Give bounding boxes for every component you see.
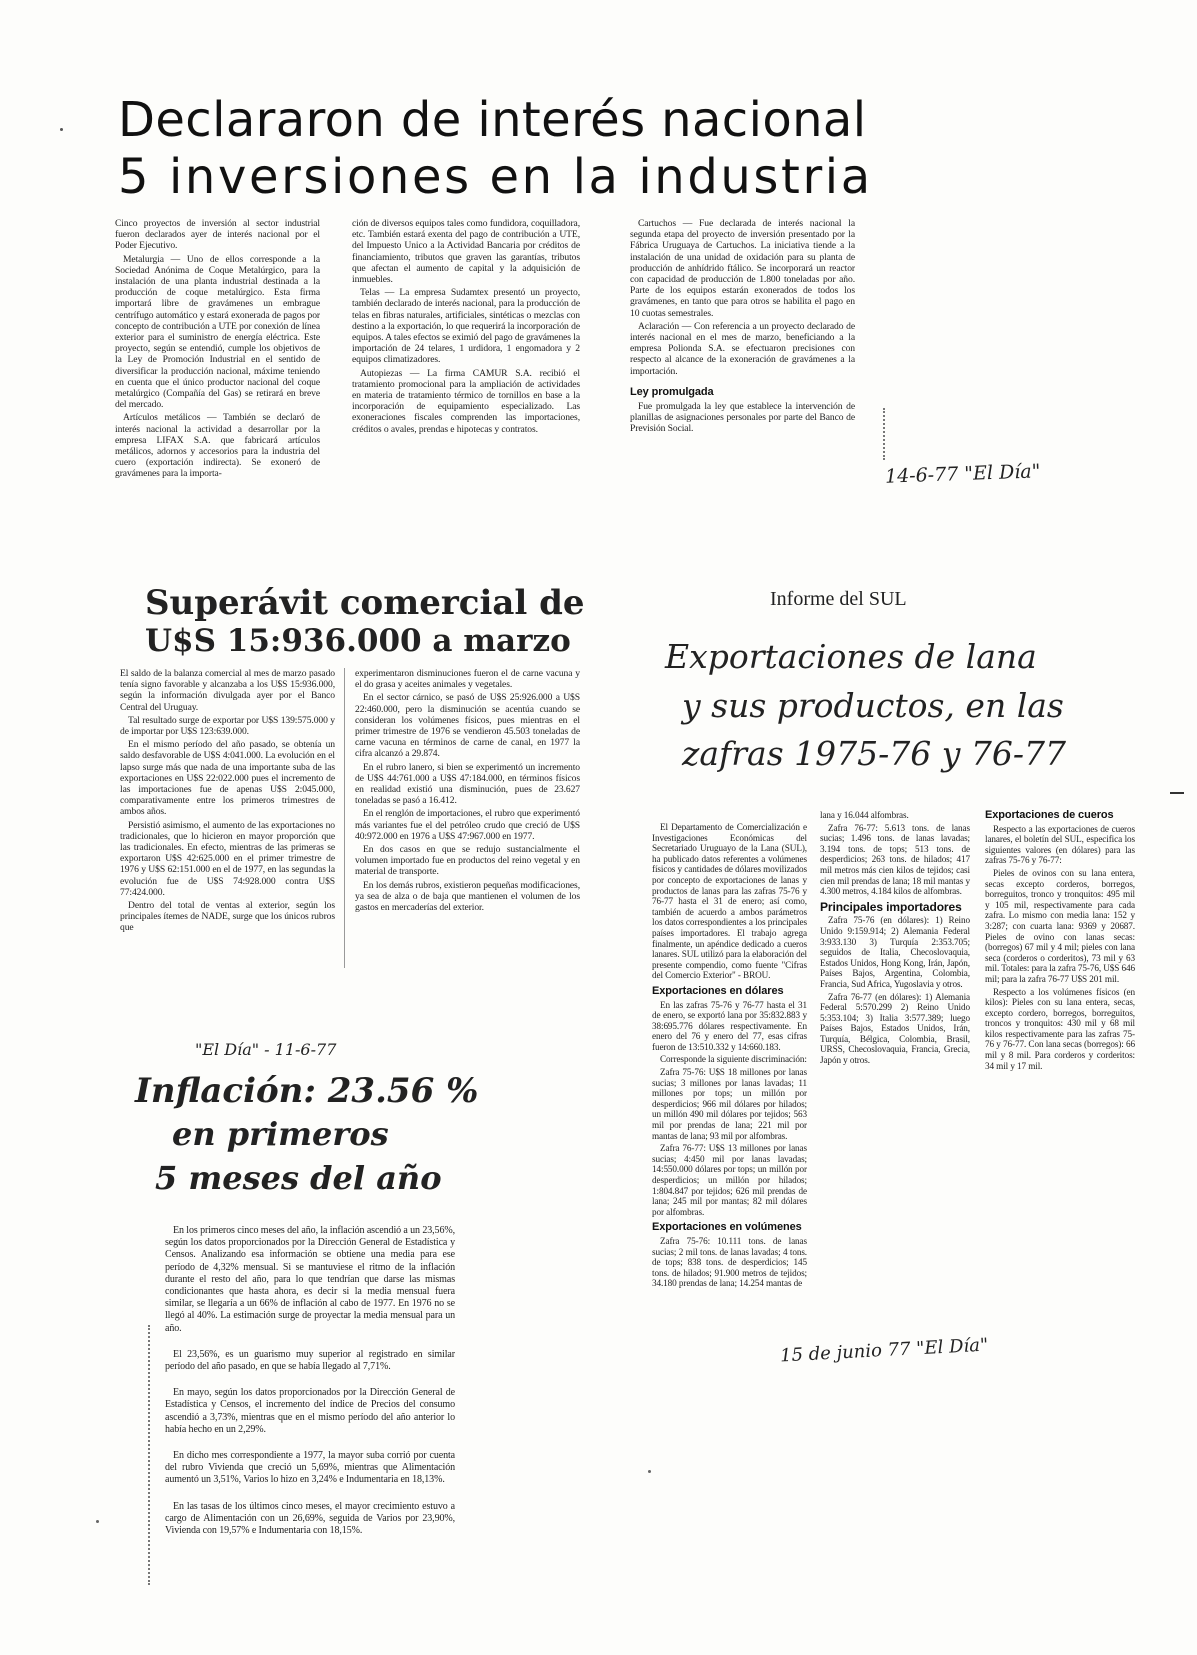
paragraph: Persistió asimismo, el aumento de las exportaciones no tradicionales, que lo hicieron en mayor proporción que las tradicionales. En efecto, mientras de las primeras se exportaron U$S 42:625.000 en el primer trimestre de 1976 y U$S 62:151.000 en el de 1977, en las segundas la evolución fue de U$S 74:928.000 contra U$S 77:424.000. xyxy=(120,819,335,898)
paragraph: Autopiezas — La firma CAMUR S.A. recibió el tratamiento promocional para la ampliación de actividades en materia de tratamiento térmico de tornillos en base a la incorporación de equipamiento especializado. Las exoneraciones fiscales comprenden las importaciones, créditos o avales, prendas e hipotecas y contratos. xyxy=(352,367,580,435)
paragraph: En los primeros cinco meses del año, la inflación ascendió a un 23,56%, según los datos proporcionados por la Dirección General de Estadística y Censos. Analizando esa información se obtiene una media para ese período de 4,32% mensual. Si se mantuviese el ritmo de la inflación durante el resto del año, para lo que tendrían que darse las mismas condicionantes que hasta ahora, es decir si la media mensual fuera similar, se llegaría a un 66% de inflación al cabo de 1977. En 1976 no se llegó al 40%. La estimación surge de proyectar la media mensual para un año. xyxy=(165,1225,455,1334)
article-4 xyxy=(620,560,1197,1460)
paragraph: Corresponde la siguiente discriminación: xyxy=(660,1054,807,1065)
paragraph: Dentro del total de ventas al exterior, según los principales ítemes de NADE, surge que los únicos rubros que xyxy=(120,900,335,934)
margin-marks xyxy=(148,1325,153,1585)
margin-marks xyxy=(883,408,888,460)
paragraph: Zafra 75-76: 10.111 tons. de lanas sucias; 2 mil tons. de lanas lavadas; 4 tons. de tops; 838 tons. de desperdicios; 145 tons. de hilados; 91.900 metros de tejidos; 34.180 prendas de lana; 14.254 mantas de xyxy=(652,1235,807,1289)
article-3-body xyxy=(165,1225,455,1539)
paragraph: En las zafras 75-76 y 76-77 hasta el 31 de enero, se exportó lana por 35:832.883 y 38:695.776 dólares respectivamente. En enero del 76 y enero del 77, esas cifras fueron de 13:510.332 y 14:660.183. xyxy=(652,999,807,1052)
article-1-column-2 xyxy=(352,218,580,437)
paragraph: Artículos metálicos — También se declaró de interés nacional la actividad a desarrollar por la empresa LIFAX S.A. que fabricará artículos metálicos, adornos y accesorios para la industria del cuero (exportación indirecta). Se exoneró de gravámenes para la importa- xyxy=(115,412,320,480)
paragraph: Fue promulgada la ley que establece la intervención de planillas de asignaciones personales por parte del Banco de Previsión Social. xyxy=(630,401,855,435)
headline-line-2: en primeros xyxy=(172,1115,389,1153)
paragraph: En dicho mes correspondiente a 1977, la mayor suba corrió por cuenta del rubro Vivienda que creció un 5,69%, mientras que Alimentación aumentó un 3,51%, Varios lo hizo en 3,24% e Indumentaria en 18,13%. xyxy=(165,1450,455,1486)
article-3 xyxy=(0,1030,620,1630)
paragraph: Respecto a las exportaciones de cueros lanares, el boletín del SUL, especifica los siguientes valores (en dólares) para las zafras 75-76 y 76-77: xyxy=(985,823,1135,866)
article-1 xyxy=(0,0,1197,500)
article-1-column-1 xyxy=(115,218,320,482)
paragraph: En el renglón de importaciones, el rubro que experimentó más variantes fue el del petróleo crudo que creció de U$S 40:972.000 en 1976 a U$S 47:967.000 en 1977. xyxy=(355,808,580,842)
paragraph: Zafra 76-77 (en dólares): 1) Alemania Federal 5:570.299 2) Reino Unido 5:353.104; 3) Italia 3:577.389; luego Países Bajos, Estados Unidos, Irán, Turquía, Bélgica, Colombia, Brasil, URSS, Checoslovaquia, Francia, Grecia, Japón y otros. xyxy=(820,991,970,1066)
paragraph: Aclaración — Con referencia a un proyecto declarado de interés nacional en el mes de marzo, beneficiando a la empresa Polionda S.A. se efectuaron precisiones con respecto al alcance de la exoneración de gravámenes a la importación. xyxy=(630,320,855,377)
column-rule xyxy=(344,668,345,968)
headline-line-3: zafras 1975-76 y 76-77 xyxy=(682,734,1067,773)
paragraph: Zafra 75-76: U$S 18 millones por lanas sucias; 3 millones por lanas lavadas; 11 millones por tops; un millón por desperdicios; 966 mil dólares por hilados; un millón 490 mil dólares por tejidos; 563 mil por prendas de lana; 221 mil por mantas de lana; 93 mil por alfombras. xyxy=(652,1067,807,1141)
paragraph: En mayo, según los datos proporcionados por la Dirección General de Estadística y Censos, el incremento del índice de Precios del consumo ascendió a 3,73%, mientras que en el mismo período del año anterior lo había hecho en un 2,29%. xyxy=(165,1387,455,1435)
scan-speck xyxy=(648,1470,651,1473)
headline-line-1: Superávit comercial de xyxy=(145,583,585,623)
handwritten-annotation: 15 de junio 77 "El Día" xyxy=(779,1334,989,1367)
handwritten-annotation: "El Día" - 11-6-77 xyxy=(195,1040,337,1059)
paragraph: Pieles de ovinos con su lana entera, secas excepto corderos, borregos, borreguitos, tronco y tronquitos: 495 mil y 105 mil, respectivamente para cada zafra. Lo mismo con media lana: 152 y 3:287; con cuarta lana: 9369 y 20687. Pieles de ovino con lanas secas: (borregos) 67 mil y 4 mil; pieles con lana seca (corderos o corderitos), 73 mil y 63 mil. Totales: para la zafra 75-76, U$S 646 mil; para la zafra 76-77 U$S 201 mil. xyxy=(985,867,1135,984)
paragraph: En dos casos en que se redujo sustancialmente el volumen importado fue en productos del reino vegetal y en material de transporte. xyxy=(355,844,580,878)
paragraph: experimentaron disminuciones fueron el de carne vacuna y el do grasa y aceites animales y vegetales. xyxy=(355,668,580,691)
article-2-column-1 xyxy=(120,668,335,936)
paragraph: En el sector cárnico, se pasó de U$S 25:926.000 a U$S 22:460.000, pero la disminución se acentúa cuando se consideran los volúmenes físicos, pues mientras en el primer trimestre de 1976 se vendieron 45.503 toneladas de carne vacuna en términos de carne de canal, en 1977 la cifra alcanzó a 29.874. xyxy=(355,692,580,760)
paragraph: El 23,56%, es un guarismo muy superior al registrado en similar período del año pasado, en que se había llegado al 7,71%. xyxy=(165,1348,455,1373)
paragraph: Zafra 76-77: 5.613 tons. de lanas sucias; 1.496 tons. de lanas lavadas; 3.194 tons. de tops; 513 tons. de desperdicios; 263 tons. de hilados; 417 mil metros más cien kilos de tejidos; casi cien mil prendas de lana; 18 mil mantas y 4.300 metros, 4.184 kilos de alfombras. xyxy=(820,822,970,897)
paragraph: El saldo de la balanza comercial al mes de marzo pasado tenía signo favorable y alcanzaba a los U$S 15:936.000, según la información divulgada ayer por el Banco Central del Uruguay. xyxy=(120,668,335,713)
handwritten-annotation: 14-6-77 "El Día" xyxy=(884,460,1041,488)
subhead-ley-promulgada: Ley promulgada xyxy=(630,385,714,398)
paragraph: El Departamento de Comercialización e Investigaciones Económicas del Secretariado Uruguayo de la Lana (SUL), ha publicado datos referentes a volúmenes físicos y cantidades de dólares movilizados por concepto de exportaciones de lanas y productos de lanas para las zafras 75-76 y 76-77 hasta el 31 de enero; así como, también de acuerdo a ambos parámetros los datos correspondientes a los principales países importadores. El trabajo agrega finalmente, un apéndice dedicado a cueros lanares. SUL utilizó para la elaboración del presente compendio, como fuente "Cifras del Comercio Exterior" - BROU. xyxy=(652,822,807,981)
headline-line-2: U$S 15:936.000 a marzo xyxy=(145,623,571,659)
paragraph: Telas — La empresa Sudamtex presentó un proyecto, también declarado de interés nacional, para la producción de telas en fibras naturales, artificiales, sintéticas o mezclas con destino a la exportación, lo que requerirá la incorporación de equipos. A tales efectos se eximió del pago de gravámenes la importación de 24 telares, 1 urdidora, 1 engomadora y 2 equipos climatizadores. xyxy=(352,287,580,366)
article-2 xyxy=(0,560,620,980)
paragraph: Cinco proyectos de inversión al sector industrial fueron declarados ayer de interés nacional por el Poder Ejecutivo. xyxy=(115,218,320,252)
margin-tick xyxy=(1170,792,1184,794)
article-1-column-3 xyxy=(630,218,855,437)
scan-speck xyxy=(96,1520,99,1523)
article-2-column-2 xyxy=(355,668,580,915)
paragraph: Zafra 75-76 (en dólares): 1) Reino Unido 9:159.914; 2) Alemania Federal 3:933.130 3) Turquía 2:353.705; seguidos de Italia, Checoslovaquia, Estados Unidos, Hong Kong, Irán, Japón, Países Bajos, Argentina, Colombia, Francia, Sud Africa, Yugoslavia y otros. xyxy=(820,915,970,989)
headline-line-1: Declararon de interés nacional xyxy=(118,92,867,148)
paragraph: lana y 16.044 alfombras. xyxy=(820,810,909,820)
headline-line-2: y sus productos, en las xyxy=(682,686,1064,725)
headline-line-1: Exportaciones de lana xyxy=(665,637,1037,676)
scan-speck xyxy=(60,128,63,131)
subhead-exportaciones-cueros: Exportaciones de cueros xyxy=(985,809,1114,821)
headline-line-3: 5 meses del año xyxy=(155,1159,442,1197)
paragraph: Zafra 76-77: U$S 13 millones por lanas sucias; 4:450 mil por lanas lavadas; 14:550.000 dólares por tops; un millón por desperdicios; un millón por hilados; 1:804.847 por tejidos; 626 mil prendas de lana; 245 mil por mantas; 82 mil dólares por alfombras. xyxy=(652,1143,807,1217)
paragraph: En los demás rubros, existieron pequeñas modificaciones, ya sea de alza o de baja que mantienen el volumen de los gastos en mercaderías del exterior. xyxy=(355,879,580,914)
subhead-principales-importadores: Principales importadores xyxy=(820,899,962,914)
article-4-column-1 xyxy=(652,822,807,1291)
headline-line-2: 5 inversiones en la industria xyxy=(118,149,873,205)
paragraph: ción de diversos equipos tales como fundidora, coquilladora, etc. También estará exenta del pago de contribución a UTE, del Impuesto Unico a la Actividad Bancaria por créditos de financiamiento, tributos que graven las garantías, tributos que afectan el aumento de capital y la adquisición de inmuebles. xyxy=(352,218,580,286)
paragraph: Tal resultado surge de exportar por U$S 139:575.000 y de importar por U$S 123:639.000. xyxy=(120,714,335,738)
kicker: Informe del SUL xyxy=(770,588,907,610)
paragraph: Cartuchos — Fue declarada de interés nacional la segunda etapa del proyecto de inversión presentado por la Fábrica Uruguaya de Cartuchos. La iniciativa tiende a la instalación de una unidad de oxidación para su planta de producción de anhídrido ftálico. Se incorporará un reactor con capacidad de producción de 1.800 toneladas por año. Parte de los equipos estarán exonerados de todos los gravámenes, en tanto que para otros se habilita el pago en 10 cuotas semestrales. xyxy=(630,218,855,319)
paragraph: En las tasas de los últimos cinco meses, el mayor crecimiento estuvo a cargo de Alimentación con un 26,69%, seguida de Varios por 23,90%, Vivienda con 19,57% e Indumentaria con 18,15%. xyxy=(165,1500,455,1537)
paragraph: Metalurgia — Uno de ellos corresponde a la Sociedad Anónima de Coque Metalúrgico, para la instalación de una planta industrial destinada a la producción de coque metalúrgico. Esta firma importará libre de gravámenes un embrague centrífugo automático y estará exonerada de pagos por concepto de contribución a UTE por conexión de línea exterior para el suministro de energía eléctrica. Este proyecto, según se entendió, cumple los objetivos de la Ley de Promoción Industrial en el sentido de diversificar la producción nacional, máxime teniendo en cuenta que el único productor nacional del coque metalúrgico (Compañía del Gas) se retirará en breve del mercado. xyxy=(115,253,320,411)
paragraph: Respecto a los volúmenes físicos (en kilos): Pieles con su lana entera, secas, excepto cordero, borregos, borreguitos, troncos y tronquitos: 430 mil y 68 mil kilos respectivamente para las zafras 75-76 y 76-77. Con lana secas (borregos): 66 mil y 8 mil. Para corderos y corderitos: 34 mil y 17 mil. xyxy=(985,986,1135,1071)
subhead-exportaciones-dolares: Exportaciones en dólares xyxy=(652,984,784,997)
article-4-column-3 xyxy=(985,810,1135,1073)
headline-line-1: Inflación: 23.56 % xyxy=(135,1071,479,1111)
subhead-exportaciones-volumenes: Exportaciones en volúmenes xyxy=(652,1221,802,1234)
paragraph: En el mismo período del año pasado, se obtenía un saldo desfavorable de U$S 4:041.000. La evolución en el lapso surge más que nada de una importante suba de las exportaciones en U$S 22:022.000 pues el incremento de las importaciones fue de apenas U$S 2:045.000, comparativamente entre los primeros trimestres de ambos años. xyxy=(120,739,335,818)
article-4-column-2 xyxy=(820,810,970,1068)
paragraph: En el rubro lanero, si bien se experimentó un incremento de U$S 44:761.000 a U$S 47:184.000, en términos físicos en realidad existió una disminución, pues de 23.627 toneladas se pasó a 16.412. xyxy=(355,761,580,807)
